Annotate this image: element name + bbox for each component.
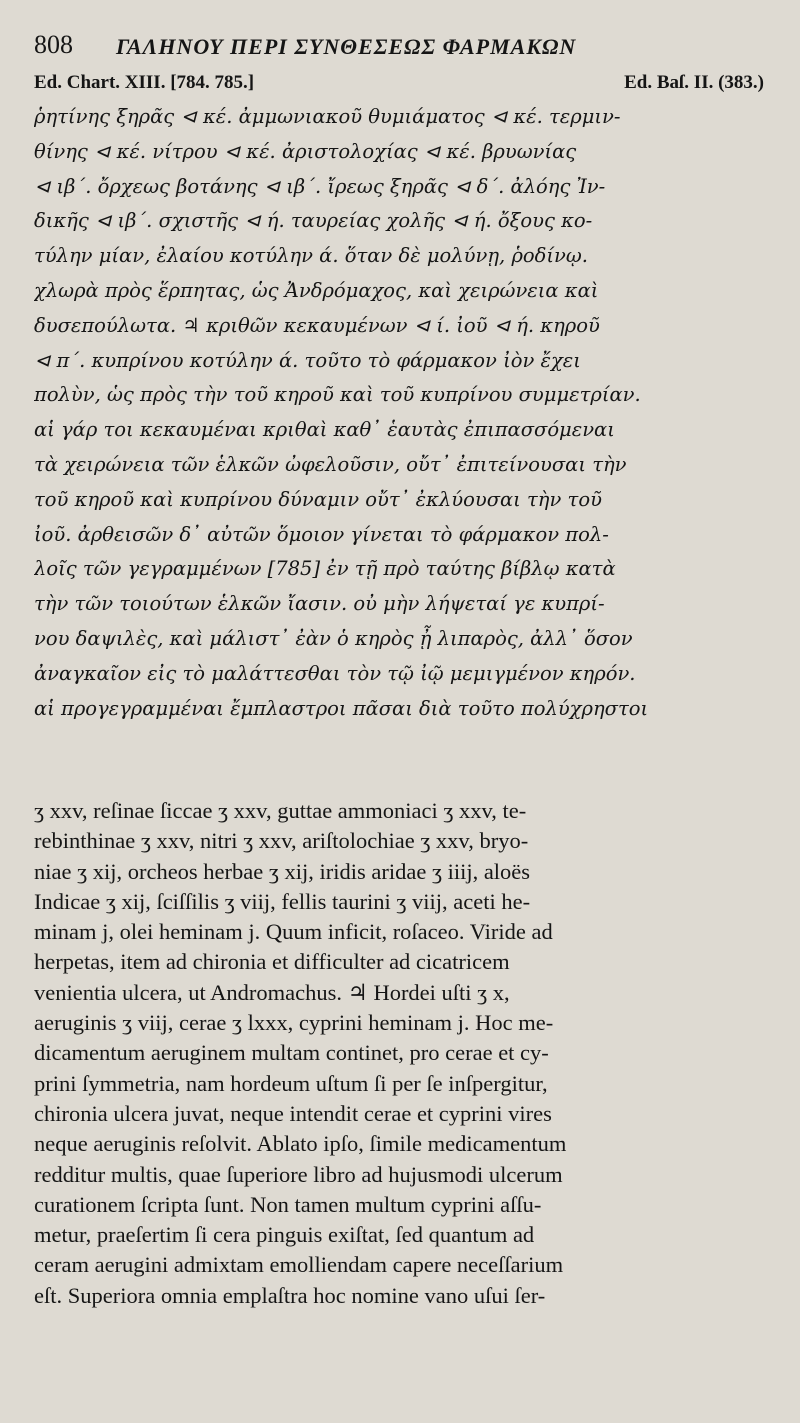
page-header	[34, 30, 764, 70]
greek-text-line: ⊲ π΄. κυπρίνου κοτύλην ά. τοῦτο τὸ φάρμακον ἰὸν ἔχει	[34, 348, 581, 372]
latin-text-line: rebinthinae ʒ xxv, nitri ʒ xxv, ariſtolochiae ʒ xxv, bryo-	[34, 828, 529, 854]
latin-text-line: aeruginis ʒ viij, cerae ʒ lxxx, cyprini heminam j. Hoc me-	[34, 1010, 554, 1036]
latin-text-line: metur, praeſertim ſi cera pinguis exiſtat, ſed quantum ad	[34, 1222, 535, 1248]
greek-text-block	[34, 100, 764, 726]
latin-text-line: neque aeruginis reſolvit. Ablato ipſo, ſimile medicamentum	[34, 1131, 567, 1157]
latin-text-line: eſt. Superiora omnia emplaſtra hoc nomine vano uſui ſer-	[34, 1282, 546, 1308]
greek-text-line: αἱ προγεγραμμέναι ἔμπλαστροι πᾶσαι διὰ τοῦτο πολύχρηστοι	[34, 696, 649, 720]
greek-text-line: ⊲ ιβ΄. ὄρχεως βοτάνης ⊲ ιβ΄. ἴρεως ξηρᾶς ⊲ δ΄. ἀλόης Ἰν-	[34, 174, 606, 198]
greek-text-line: τὰ χειρώνεια τῶν ἑλκῶν ὠφελοῦσιν, οὔτ᾽ ἐπιτείνουσαι τὴν	[34, 452, 627, 476]
page-number: 808	[34, 30, 73, 59]
greek-text-line: ἀναγκαῖον εἰς τὸ μαλάττεσθαι τὸν τῷ ἰῷ μεμιγμένον κηρόν.	[34, 661, 636, 685]
greek-text-line: ἰοῦ. ἀρθεισῶν δ᾽ αὐτῶν ὅμοιον γίνεται τὸ φάρμακον πολ-	[34, 522, 609, 546]
latin-text-line: minam j, olei heminam j. Quum inficit, roſaceo. Viride ad	[34, 919, 553, 945]
latin-text-block	[34, 796, 764, 1311]
latin-text-line: venientia ulcera, ut Andromachus. ♃ Hordei uſti ʒ x,	[34, 979, 510, 1005]
greek-text-line: πολὺν, ὡς πρὸς τὴν τοῦ κηροῦ καὶ τοῦ κυπρίνου συμμετρίαν.	[34, 383, 641, 407]
latin-text-line: ceram aerugini admixtam emolliendam capere neceſſarium	[34, 1252, 564, 1278]
greek-text-line: τὴν τῶν τοιούτων ἑλκῶν ἴασιν. οὐ μὴν λήψεταί γε κυπρί-	[34, 592, 605, 616]
greek-text-line: δυσεπούλωτα. ♃ κριθῶν κεκαυμένων ⊲ ί. ἰοῦ ⊲ ή. κηροῦ	[34, 313, 600, 337]
latin-text-line: ʒ xxv, reſinae ſiccae ʒ xxv, guttae ammoniaci ʒ xxv, te-	[34, 798, 527, 823]
edition-chartier: Ed. Chart. XIII. [784. 785.]	[34, 72, 255, 93]
latin-text-line: chironia ulcera juvat, neque intendit cerae et cyprini vires	[34, 1100, 552, 1126]
greek-text-line: θίνης ⊲ κέ. νίτρου ⊲ κέ. ἀριστολοχίας ⊲ κέ. βρυωνίας	[34, 139, 577, 163]
greek-text-line: δικῆς ⊲ ιβ΄. σχιστῆς ⊲ ή. ταυρείας χολῆς ⊲ ή. ὄξους κο-	[34, 209, 593, 233]
running-title: ΓΑΛΗΝΟΥ ΠΕΡΙ ΣΥΝΘΕΣΕΩΣ ΦΑΡΜΑΚΩΝ	[116, 34, 577, 59]
greek-text-line: χλωρὰ πρὸς ἕρπητας, ὡς Ἀνδρόμαχος, καὶ χειρώνεια καὶ	[34, 278, 599, 302]
latin-text-line: curationem ſcripta ſunt. Non tamen multum cyprini aſſu-	[34, 1191, 542, 1217]
latin-text-line: herpetas, item ad chironia et difficulter ad cicatricem	[34, 949, 510, 975]
greek-text-line: τύλην μίαν, ἐλαίου κοτύλην ά. ὅταν δὲ μολύνῃ, ῥοδίνῳ.	[34, 244, 588, 268]
latin-text-line: redditur multis, quae ſuperiore libro ad hujusmodi ulcerum	[34, 1161, 563, 1187]
greek-text-line: λοῖς τῶν γεγραμμένων [785] ἐν τῇ πρὸ ταύτης βίβλῳ κατὰ	[34, 557, 616, 581]
greek-text-line: αἱ γάρ τοι κεκαυμέναι κριθαὶ καθ᾽ ἑαυτὰς ἐπιπασσόμεναι	[34, 418, 615, 442]
latin-text-line: Indicae ʒ xij, ſciſſilis ʒ viij, fellis taurini ʒ viij, aceti he-	[34, 888, 531, 914]
latin-text-line: prini ſymmetria, nam hordeum uſtum ſi per ſe inſpergitur,	[34, 1070, 548, 1096]
greek-text-line: ῥητίνης ξηρᾶς ⊲ κέ. ἀμμωνιακοῦ θυμιάματος ⊲ κέ. τερμιν-	[34, 105, 621, 128]
greek-text-line: τοῦ κηροῦ καὶ κυπρίνου δύναμιν οὔτ᾽ ἐκλύουσαι τὴν τοῦ	[34, 487, 602, 511]
latin-text-line: niae ʒ xij, orcheos herbae ʒ xij, iridis aridae ʒ iiij, aloës	[34, 858, 531, 884]
edition-basel: Ed. Baſ. II. (383.)	[624, 72, 764, 93]
greek-text-line: νου δαψιλὲς, καὶ μάλιστ᾽ ἐὰν ὁ κηρὸς ᾖ λιπαρὸς, ἀλλ᾽ ὅσον	[34, 626, 633, 650]
latin-text-line: dicamentum aeruginem multam continet, pro cerae et cy-	[34, 1040, 549, 1066]
edition-reference	[34, 72, 764, 102]
